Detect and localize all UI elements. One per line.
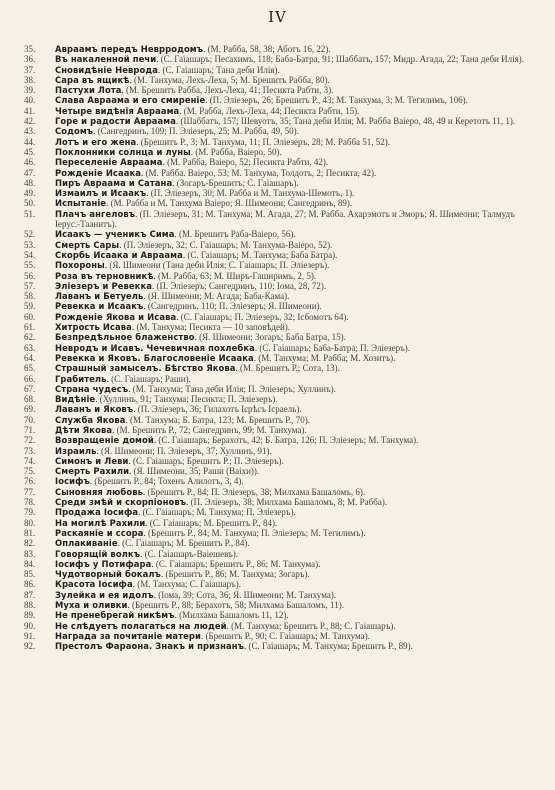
entry-title: Эліезеръ и Ревекка [55, 280, 152, 291]
entry-source: (С. Гаіашаръ; М. Танхума; Брешитъ Р., 89). [248, 641, 413, 652]
toc-entry [24, 198, 533, 208]
entry-title: Четыре видѣнія Авраама [55, 105, 180, 116]
entry-number: 54. [24, 249, 36, 260]
entry-number: 46. [24, 157, 36, 168]
toc-entry [24, 168, 533, 178]
entry-text: Іосифъ. (Брешитъ Р., 84; Тохенъ Алилотъ, 3, 4). [55, 476, 244, 487]
entry-title: Дѣти Якова [55, 424, 113, 435]
entry-number: 58. [24, 291, 36, 302]
entry-source: (Брешитъ Р., 3; М. Танхума, 11; П. Эліезеръ, 28; М. Рабба 51, 52). [140, 136, 391, 147]
toc-entry [24, 507, 533, 517]
entry-number: 73. [24, 445, 36, 456]
entry-text: Хитрость Исава. (М. Танхума; Песикта — 10 заповѣдей). [55, 322, 291, 333]
entry-number: 81. [24, 527, 36, 538]
toc-entry [24, 240, 533, 250]
entry-title: Страшный замыселъ. Бѣгство Якова [55, 363, 236, 374]
entry-number: 79. [24, 507, 36, 518]
entry-title: Хитрость Исава [55, 322, 132, 333]
entry-title: Награда за почитаніе матери [55, 630, 201, 641]
entry-title: Лаванъ и Бетуель [55, 291, 144, 302]
entry-text: Невродъ и Исавъ. Чечевичная похлебка. (С. Гаіашаръ; Баба-Батра; П. Эліезеръ). [55, 342, 411, 353]
entry-source: (Хуллинъ, 91; Танхума; Песикта; П. Эліезеръ). [99, 394, 278, 405]
entry-text: Страшный замыселъ. Бѣгство Якова. (М. Брешитъ Р.; Сота, 13). [55, 363, 340, 374]
entry-text: Сара въ ящикѣ. (М. Танхума, Лехъ-Леха, 5; М. Брешитъ Рабба, 80). [55, 74, 330, 85]
entry-text: Содомъ. (Сангедринъ, 109; П. Эліезеръ, 25; М. Рабба, 49, 50). [55, 126, 299, 137]
toc-entry [24, 425, 533, 435]
entry-number: 61. [24, 322, 36, 333]
toc-entry [24, 394, 533, 404]
entry-source: (Брешитъ Р., 84; М. Танхума; П. Эліезеръ; М. Тегилимъ). [148, 527, 366, 538]
entry-source: (П. Эліезеръ; Сангедринъ, 110; Іома, 28, 72). [156, 280, 327, 291]
entry-source: (П. Эліезеръ, 38; Милхама Башаломъ, 8; М. Рабба). [190, 497, 388, 508]
entry-number: 76. [24, 476, 36, 487]
entry-text: Израиль. (Я. Шимеони; П. Эліезеръ, 37; Хуллинъ, 91). [55, 445, 272, 456]
entry-title: Лаванъ и Яковъ [55, 404, 134, 415]
entry-text: Лаванъ и Яковъ. (П. Эліезеръ, 36; Гилахотъ Ієрѣсъ Ісраель). [55, 404, 302, 415]
entry-text: Лаванъ и Бетуель. (Я. Шимеони; М. Агада; Баба-Кама). [55, 291, 290, 302]
entry-source: (П. Эліезеръ, 26; Брешитъ Р., 43; М. Танхума, 3; М. Тегилимъ, 106). [209, 95, 468, 106]
entry-text: Раскаяніе и ссора. (Брешитъ Р., 84; М. Танхума; П. Эліезеръ; М. Тегилимъ). [55, 527, 366, 538]
entry-text: Исаакъ — ученикъ Сима. (М. Брешитъ Раба-Ваіеро, 56). [55, 229, 296, 240]
entry-text: Поклонники солнца и луны. (М. Рабба, Ваіеро, 50). [55, 146, 282, 157]
table-of-contents [24, 44, 533, 652]
page-number: IV [268, 8, 287, 26]
entry-number: 48. [24, 177, 36, 188]
entry-number: 88. [24, 600, 36, 611]
entry-text: Чудотворный бокалъ. (Брешитъ Р., 86; М. Танхума; Зогаръ). [55, 569, 310, 580]
entry-text: Сновидѣніе Неврода. (С. Гаіашаръ; Тана деби Илія). [55, 64, 280, 75]
entry-number: 91. [24, 630, 36, 641]
entry-number: 42. [24, 116, 36, 127]
entry-number: 72. [24, 435, 36, 446]
toc-entry [24, 137, 533, 147]
entry-title: Среди змѣй и скорпіоновъ [55, 497, 187, 508]
entry-number: 87. [24, 589, 36, 600]
entry-text: Скорбь Исаака и Авраама. (С. Гаіашаръ; М. Танхума; Баба Батра). [55, 249, 338, 260]
toc-entry [24, 281, 533, 291]
entry-number: 36. [24, 54, 36, 65]
entry-title: Поклонники солнца и луны [55, 146, 191, 157]
entry-source: (М. Танхума; Песикта — 10 заповѣдей). [136, 322, 291, 333]
toc-entry [24, 332, 533, 342]
toc-entry [24, 487, 533, 497]
entry-text: Похороны. (Я. Шимеони (Тана деби Илія; С. Гаіашаръ; П. Эліезеръ). [55, 260, 330, 271]
entry-text: Страна чудесъ. (М. Танхума; Тана деби Илія; П. Эліезеръ; Хуллинъ). [55, 383, 336, 394]
toc-entry [24, 528, 533, 538]
entry-number: 45. [24, 146, 36, 157]
entry-title: Красота Іосифа [55, 579, 133, 590]
toc-entry [24, 631, 533, 641]
entry-text: Говорящій волкъ. (С. Гаіашаръ-Ваіешевъ). [55, 548, 238, 559]
entry-text: Ревекка и Исаакъ. (Сангедринъ, 110; П. Эліезеръ; Я. Шимеони). [55, 301, 322, 312]
toc-entry [24, 157, 533, 167]
entry-number: 57. [24, 280, 36, 291]
entry-title: Смерть Сары [55, 239, 120, 250]
entry-source: (С. Гаіашаръ; Брешитъ Р., 86; М. Танхума). [155, 558, 321, 569]
entry-text: Симонъ и Леви. (С. Гаіашаръ; Брешитъ Р.; П. Эліезеръ). [55, 455, 284, 466]
entry-text: На могилѣ Рахили. (С. Гаіашаръ; М. Брешитъ Р., 84). [55, 517, 278, 528]
toc-entry [24, 363, 533, 373]
toc-entry [24, 456, 533, 466]
entry-number: 50. [24, 198, 36, 209]
entry-number: 39. [24, 85, 36, 96]
toc-entry [24, 446, 533, 456]
entry-title: Не пренебрегай никѣмъ [55, 610, 175, 621]
entry-number: 74. [24, 455, 36, 466]
entry-source: (М. Танхума; С. Гаіашаръ). [137, 579, 242, 590]
entry-title: Служба Якова [55, 414, 126, 425]
entry-source: (П. Эліезеръ, 36; Гилахотъ Ієрѣсъ Ісраель). [137, 404, 302, 415]
entry-title: Лотъ и его жена [55, 136, 137, 147]
entry-source: (С. Гаіашаръ; Берахотъ, 42; Б. Батра, 126; П. Эліезеръ; М. Танхума). [158, 435, 419, 446]
entry-number: 44. [24, 136, 36, 147]
entry-number: 47. [24, 167, 36, 178]
entry-source: (М. Рабба и М. Танхума Ваіеро; Я. Шимеони; Сангедринъ, 89). [110, 198, 353, 209]
toc-entry [24, 250, 533, 260]
entry-text: Продажа Іосифа. (С. Гаіашаръ; М. Танхума; П. Эліезеръ). [55, 507, 296, 518]
entry-title: Пиръ Авраама и Сатана [55, 177, 173, 188]
entry-source: (Я. Шимеони; М. Агада; Баба-Кама). [147, 291, 290, 302]
entry-number: 83. [24, 548, 36, 559]
toc-entry [24, 590, 533, 600]
entry-title: Іосифъ у Потифара [55, 558, 152, 569]
toc-entry [24, 476, 533, 486]
entry-title: Невродъ и Исавъ. Чечевичная похлебка [55, 342, 255, 353]
entry-text: Плачъ ангеловъ. (П. Эліезеръ, 31; М. Танхума; М. Агада, 27; М. Рабба. Ахарэмотъ и Эморъ; Я. Шимеони; Талмудъ Іерус.-Таанитъ). [55, 208, 515, 230]
entry-number: 65. [24, 363, 36, 374]
entry-number: 80. [24, 517, 36, 528]
entry-number: 62. [24, 332, 36, 343]
entry-text: Рожденіе Исаака. (М. Рабба. Ваіеро, 53; М. Танхума, Толдотъ, 2; Песикта, 42). [55, 167, 377, 178]
entry-number: 77. [24, 486, 36, 497]
entry-text: Служба Якова. (М. Танхума; Б. Батра, 123; М. Брешитъ Р., 70). [55, 414, 311, 425]
entry-text: Рожденіе Якова и Исава. (С. Гаіашаръ; П. Эліезеръ, 32; Ісбомотъ 64). [55, 311, 349, 322]
entry-title: Въ накаленной печи [55, 54, 157, 65]
entry-text: Возвращеніе домой. (С. Гаіашаръ; Берахотъ, 42; Б. Батра, 126; П. Эліезеръ; М. Танхума). [55, 435, 419, 446]
entry-title: Возвращеніе домой [55, 435, 154, 446]
entry-title: Симонъ и Леви [55, 455, 129, 466]
entry-title: Іосифъ [55, 476, 90, 487]
entry-number: 38. [24, 74, 36, 85]
entry-number: 78. [24, 497, 36, 508]
toc-entry [24, 322, 533, 332]
entry-title: Раскаяніе и ссора [55, 527, 144, 538]
entry-source: (М. Брешитъ Раба-Ваіеро, 56). [179, 229, 296, 240]
entry-text: Горе и радости Авраама. (Шаббатъ, 157; Шевуотъ, 35; Тана деби Илія; М. Рабба Ваіеро, 48, 49 и Керетотъ 11, 1). [55, 116, 516, 127]
entry-text: Пастухи Лота. (М. Брешитъ Рабба, Лехъ-Леха, 41; Песикта Рабти, 3). [55, 85, 334, 96]
toc-entry [24, 188, 533, 198]
entry-text: Эліезеръ и Ревекка. (П. Эліезеръ; Сангедринъ, 110; Іома, 28, 72). [55, 280, 327, 291]
toc-entry [24, 312, 533, 322]
entry-title: Муха и оливки [55, 600, 128, 611]
entry-text: Оплакиваніе. (С. Гаіашаръ; М. Брешитъ Р., 84). [55, 538, 250, 549]
entry-title: Роза въ терновникѣ [55, 270, 154, 281]
entry-source: (С. Гаіашаръ; Тана деби Илія). [162, 64, 280, 75]
entry-number: 53. [24, 239, 36, 250]
toc-entry [24, 301, 533, 311]
entry-number: 92. [24, 641, 36, 652]
toc-entry [24, 384, 533, 394]
entry-text: Зулейка и ея идолъ. (Іома, 39; Сота, 36; Я. Шимеони; М. Танхума). [55, 589, 337, 600]
entry-source: (Я. Шимеони; Зогаръ; Баба Батра, 15). [199, 332, 346, 343]
entry-title: Похороны [55, 260, 105, 271]
entry-text: Лотъ и его жена. (Брешитъ Р., 3; М. Танхума, 11; П. Эліезеръ, 28; М. Рабба 51, 52). [55, 136, 391, 147]
entry-text: Сыновняя любовь. (Брешитъ Р., 84; П. Эліезеръ, 38; Милхама Башаломъ, 6). [55, 486, 366, 497]
entry-number: 89. [24, 610, 36, 621]
toc-entry [24, 579, 533, 589]
entry-title: Ревекка и Исаакъ [55, 301, 144, 312]
entry-text: Ревекка и Яковъ. Благословеніе Исаака. (М. Танхума; М. Рабба; М. Хозитъ). [55, 352, 396, 363]
entry-text: Пиръ Авраама и Сатана. (Зогаръ-Брешитъ; С. Гаіашаръ). [55, 177, 299, 188]
entry-text: Дѣти Якова. (М. Брешитъ Р., 72; Сангедринъ, 99; М. Танхума). [55, 424, 307, 435]
entry-text: Награда за почитаніе матери. (Брешитъ Р., 90; С. Гаіашаръ; М. Танхума). [55, 630, 370, 641]
toc-entry [24, 95, 533, 105]
toc-entry [24, 209, 533, 230]
toc-entry [24, 147, 533, 157]
entry-source: (М. Танхума; Тана деби Илія; П. Эліезеръ; Хуллинъ). [132, 383, 336, 394]
entry-source: (С. Гаіашаръ-Ваіешевъ). [144, 548, 238, 559]
entry-title: Исаакъ — ученикъ Сима [55, 229, 175, 240]
entry-text: Безпредѣльное блаженство. (Я. Шимеони; Зогаръ; Баба Батра, 15). [55, 332, 346, 343]
entry-title: Видѣніе [55, 394, 96, 405]
entry-text: Не слѣдуетъ полагаться на людей. (М. Танхума; Брешитъ Р., 88; С. Гаіашаръ). [55, 620, 396, 631]
entry-title: Грабитель [55, 373, 107, 384]
toc-entry [24, 549, 533, 559]
entry-text: Муха и оливки. (Брешитъ Р., 88; Берахотъ, 58; Милхама Башаломъ, 11). [55, 600, 344, 611]
toc-entry [24, 291, 533, 301]
entry-source: (Брешитъ Р., 84; П. Эліезеръ, 38; Милхама Башаломъ, 6). [147, 486, 366, 497]
toc-entry [24, 518, 533, 528]
toc-entry [24, 44, 533, 54]
entry-number: 75. [24, 466, 36, 477]
entry-title: Рожденіе Якова и Исава [55, 311, 177, 322]
entry-text: Слава Авраама и его смиреніе. (П. Эліезеръ, 26; Брешитъ Р., 43; М. Танхума, 3; М. Тегилимъ, 106). [55, 95, 468, 106]
toc-entry [24, 569, 533, 579]
entry-source: (П. Эліезеръ, 30; М. Рабба и М. Танхума-Шемотъ, 1). [150, 188, 355, 199]
toc-entry [24, 178, 533, 188]
entry-title: Рожденіе Исаака [55, 167, 142, 178]
entry-title: Страна чудесъ [55, 383, 129, 394]
entry-source: (М. Рабба, Лехъ-Леха, 44; Песикта Рабти, 15). [183, 105, 360, 116]
entry-text: Видѣніе. (Хуллинъ, 91; Танхума; Песикта; П. Эліезеръ). [55, 394, 278, 405]
toc-entry [24, 466, 533, 476]
entry-number: 84. [24, 558, 36, 569]
entry-title: Испытаніе [55, 198, 107, 209]
entry-number: 63. [24, 342, 36, 353]
entry-source: (С. Гаіашаръ; М. Танхума; Баба Батра). [187, 249, 338, 260]
entry-text: Измаилъ и Исаакъ. (П. Эліезеръ, 30; М. Рабба и М. Танхума-Шемотъ, 1). [55, 188, 355, 199]
entry-number: 43. [24, 126, 36, 137]
entry-source: (М. Рабба. Ваіеро, 53; М. Танхума, Толдотъ, 2; Песикта, 42). [145, 167, 377, 178]
entry-title: Ревекка и Яковъ. Благословеніе Исаака [55, 352, 254, 363]
entry-source: (С. Гаіашаръ; Раши). [111, 373, 191, 384]
toc-entry [24, 229, 533, 239]
entry-text: Престолъ Фараона. Знакъ и признанъ. (С. Гаіашаръ; М. Танхума; Брешитъ Р., 89). [55, 641, 413, 652]
entry-title: Плачъ ангеловъ [55, 208, 136, 219]
entry-source: (М. Брешитъ Рабба, Лехъ-Леха, 41; Песикта Рабти, 3). [126, 85, 334, 96]
entry-source: (М. Танхума; Б. Батра, 123; М. Брешитъ Р., 70). [130, 414, 311, 425]
entry-source: (М. Танхума; Брешитъ Р., 88; С. Гаіашаръ). [231, 620, 396, 631]
toc-entry [24, 641, 533, 651]
toc-entry [24, 54, 533, 64]
entry-text: Іосифъ у Потифара. (С. Гаіашаръ; Брешитъ Р., 86; М. Танхума). [55, 558, 321, 569]
entry-title: Сара въ ящикѣ [55, 74, 130, 85]
toc-entry [24, 559, 533, 569]
entry-title: Зулейка и ея идолъ [55, 589, 154, 600]
entry-title: Чудотворный бокалъ [55, 569, 161, 580]
toc-entry [24, 621, 533, 631]
entry-text: Смерть Рахили. (Я. Шимеони, 35; Раши (Ваіхи)). [55, 466, 260, 477]
entry-source: (С. Гаіашаръ; Песахимъ, 118; Баба-Батра, 91; Шаббатъ, 157; Мидр. Агада, 22; Тана деби Илія). [160, 54, 525, 65]
entry-source: (П. Эліезеръ, 32; С. Гаіашаръ; М. Танхума-Ваіеро, 52). [123, 239, 333, 250]
entry-title: Израиль [55, 445, 97, 456]
entry-source: (М. Брешитъ Р., 72; Сангедринъ, 99; М. Танхума). [116, 424, 307, 435]
entry-source: (Я. Шимеони; П. Эліезеръ, 37; Хуллинъ, 91). [101, 445, 272, 456]
entry-source: (Сангедринъ, 109; П. Эліезеръ, 25; М. Рабба, 49, 50). [97, 126, 299, 137]
toc-entry [24, 538, 533, 548]
entry-text: Испытаніе. (М. Рабба и М. Танхума Ваіеро; Я. Шимеони; Сангедринъ, 89). [55, 198, 353, 209]
entry-number: 86. [24, 579, 36, 590]
entry-text: Среди змѣй и скорпіоновъ. (П. Эліезеръ, 38; Милхама Башаломъ, 8; М. Рабба). [55, 497, 388, 508]
entry-source: (С. Гаіашаръ; М. Брешитъ Р., 84). [122, 538, 250, 549]
toc-entry [24, 343, 533, 353]
toc-entry [24, 116, 533, 126]
toc-entry [24, 106, 533, 116]
entry-source: (С. Гаіашаръ; Баба-Батра; П. Эліезеръ). [259, 342, 411, 353]
entry-title: На могилѣ Рахили [55, 517, 146, 528]
entry-text: Смерть Сары. (П. Эліезеръ, 32; С. Гаіашаръ; М. Танхума-Ваіеро, 52). [55, 239, 333, 250]
entry-source: (С. Гаіашаръ; Брешитъ Р.; П. Эліезеръ). [133, 455, 284, 466]
entry-source: (Я. Шимеони, 35; Раши (Ваіхи)). [133, 466, 260, 477]
toc-entry [24, 374, 533, 384]
entry-number: 56. [24, 270, 36, 281]
entry-number: 85. [24, 569, 36, 580]
entry-title: Говорящій волкъ [55, 548, 141, 559]
entry-source: (Іома, 39; Сота, 36; Я. Шимеони; М. Танхума). [158, 589, 337, 600]
entry-title: Содомъ [55, 126, 94, 137]
entry-title: Переселеніе Авраама [55, 157, 163, 168]
entry-text: Роза въ терновникѣ. (М. Рабба, 63; М. Ширъ-Гаширимъ, 2, 5). [55, 270, 317, 281]
entry-title: Безпредѣльное блаженство [55, 332, 195, 343]
entry-source: (Брешитъ Р., 88; Берахотъ, 58; Милхама Башаломъ, 11). [131, 600, 344, 611]
toc-entry [24, 85, 533, 95]
toc-entry [24, 610, 533, 620]
entry-title: Продажа Іосифа [55, 507, 139, 518]
entry-source: (Зогаръ-Брешитъ; С. Гаіашаръ). [176, 177, 299, 188]
entry-number: 67. [24, 383, 36, 394]
entry-number: 41. [24, 105, 36, 116]
entry-number: 66. [24, 373, 36, 384]
entry-title: Смерть Рахили [55, 466, 130, 477]
entry-source: (М. Рабба, Ваіеро, 50). [195, 146, 282, 157]
entry-number: 71. [24, 424, 36, 435]
toc-entry [24, 353, 533, 363]
entry-number: 60. [24, 311, 36, 322]
toc-entry [24, 65, 533, 75]
entry-number: 40. [24, 95, 36, 106]
entry-source: (П. Эліезеръ, 31; М. Танхума; М. Агада, 27; М. Рабба. Ахарэмотъ и Эморъ; Я. Шимеони; Талмудъ Іерус.-Таанитъ). [55, 208, 515, 230]
entry-source: (М. Танхума, Лехъ-Леха, 5; М. Брешитъ Рабба, 80). [134, 74, 330, 85]
toc-entry [24, 126, 533, 136]
entry-number: 49. [24, 188, 36, 199]
entry-title: Не слѣдуетъ полагаться на людей [55, 620, 227, 631]
toc-entry [24, 404, 533, 414]
entry-source: (М. Танхума; М. Рабба; М. Хозитъ). [258, 352, 396, 363]
entry-source: (Милхама Башаломъ 11, 12). [179, 610, 289, 621]
entry-text: Въ накаленной печи. (С. Гаіашаръ; Песахимъ, 118; Баба-Батра, 91; Шаббатъ, 157; Мидр. Агада, 22; Тана деби Илія). [55, 54, 525, 65]
entry-text: Не пренебрегай никѣмъ. (Милхама Башаломъ 11, 12). [55, 610, 289, 621]
entry-source: (Брешитъ Р., 86; М. Танхума; Зогаръ). [165, 569, 310, 580]
entry-source: (М. Рабба, 58, 38; Аботъ 16, 22). [207, 44, 331, 54]
entry-source: (Я. Шимеони (Тана деби Илія; С. Гаіашаръ; П. Эліезеръ). [109, 260, 330, 271]
entry-text: Красота Іосифа. (М. Танхума; С. Гаіашаръ). [55, 579, 242, 590]
entry-title: Авраамъ передъ Неврродомъ [55, 44, 204, 54]
entry-source: (М. Рабба, Ваіеро, 52; Песикта Рабти, 42). [167, 157, 329, 168]
entry-number: 70. [24, 414, 36, 425]
entry-text: Четыре видѣнія Авраама. (М. Рабба, Лехъ-Леха, 44; Песикта Рабти, 15). [55, 105, 360, 116]
entry-source: (С. Гаіашаръ; П. Эліезеръ, 32; Ісбомотъ 64). [180, 311, 349, 322]
toc-entry [24, 271, 533, 281]
entry-title: Пастухи Лота [55, 85, 122, 96]
entry-number: 37. [24, 64, 36, 75]
entry-title: Оплакиваніе [55, 538, 118, 549]
entry-title: Сновидѣніе Неврода [55, 64, 158, 75]
entry-source: (С. Гаіашаръ; М. Брешитъ Р., 84). [149, 517, 278, 528]
entry-source: (Брешитъ Р., 90; С. Гаіашаръ; М. Танхума). [205, 630, 370, 641]
entry-source: (Шаббатъ, 157; Шевуотъ, 35; Тана деби Илія; М. Рабба Ваіеро, 48, 49 и Керетотъ 11, 1). [180, 116, 516, 127]
entry-source: (Сангедринъ, 110; П. Эліезеръ; Я. Шимеони). [147, 301, 322, 312]
entry-number: 68. [24, 394, 36, 405]
toc-entry [24, 435, 533, 445]
entry-source: (Брешитъ Р., 84; Тохенъ Алилотъ, 3, 4). [94, 476, 244, 487]
entry-text: Авраамъ передъ Неврродомъ. (М. Рабба, 58, 38; Аботъ 16, 22). [55, 44, 331, 54]
entry-title: Измаилъ и Исаакъ [55, 188, 147, 199]
entry-number: 59. [24, 301, 36, 312]
entry-source: (М. Брешитъ Р.; Сота, 13). [240, 363, 340, 374]
entry-number: 82. [24, 538, 36, 549]
entry-text: Грабитель. (С. Гаіашаръ; Раши). [55, 373, 191, 384]
entry-source: (М. Рабба, 63; М. Ширъ-Гаширимъ, 2, 5). [158, 270, 317, 281]
entry-number: 69. [24, 404, 36, 415]
entry-number: 90. [24, 620, 36, 631]
entry-number: 64. [24, 352, 36, 363]
entry-source: (С. Гаіашаръ; М. Танхума; П. Эліезеръ). [142, 507, 296, 518]
entry-title: Слава Авраама и его смиреніе [55, 95, 206, 106]
entry-number: 51. [24, 208, 36, 219]
entry-text: Переселеніе Авраама. (М. Рабба, Ваіеро, 52; Песикта Рабти, 42). [55, 157, 329, 168]
toc-entry [24, 497, 533, 507]
entry-title: Престолъ Фараона. Знакъ и признанъ [55, 641, 244, 652]
toc-entry [24, 75, 533, 85]
toc-entry [24, 260, 533, 270]
entry-number: 55. [24, 260, 36, 271]
entry-title: Горе и радости Авраама [55, 116, 177, 127]
entry-number: 52. [24, 229, 36, 240]
toc-entry [24, 600, 533, 610]
entry-title: Скорбь Исаака и Авраама [55, 249, 183, 260]
entry-number: 35. [24, 44, 36, 54]
toc-entry [24, 415, 533, 425]
entry-title: Сыновняя любовь [55, 486, 143, 497]
